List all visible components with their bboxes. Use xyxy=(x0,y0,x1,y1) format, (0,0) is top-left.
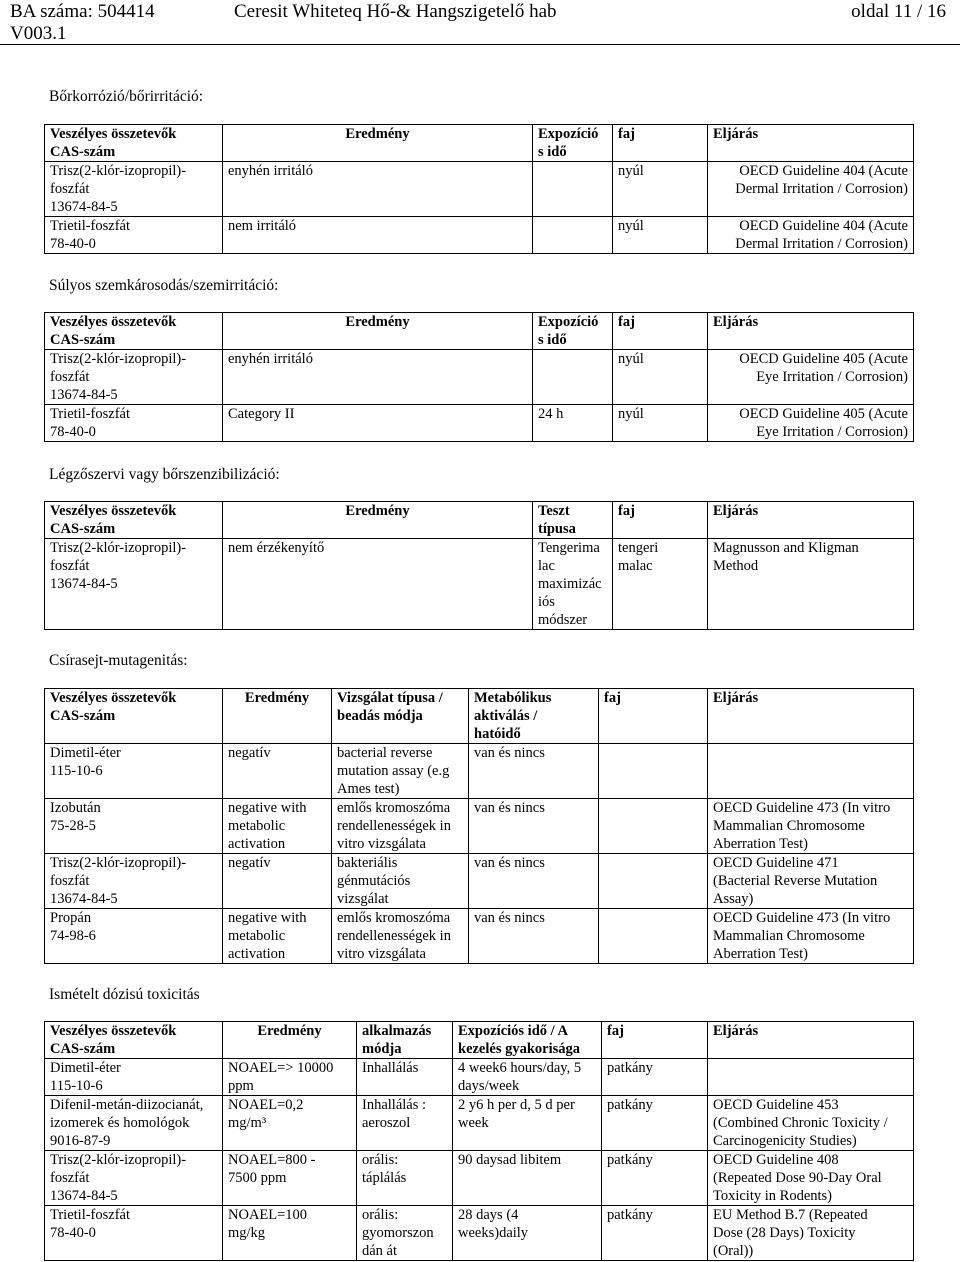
substance: Trietil-foszfát 78-40-0 xyxy=(45,1206,223,1261)
exposure: 28 days (4 weeks)daily xyxy=(453,1206,602,1261)
table-eye xyxy=(44,312,914,442)
activation: van és nincs xyxy=(469,854,599,909)
table-row xyxy=(45,350,914,405)
method xyxy=(708,744,914,799)
exposure: 2 y6 h per d, 5 d per week xyxy=(453,1096,602,1151)
header-substance: Veszélyes összetevők CAS-szám xyxy=(45,125,223,162)
result: negatív xyxy=(223,854,332,909)
exposure xyxy=(533,350,613,405)
method: OECD Guideline 405 (Acute Eye Irritation / Corrosion) xyxy=(708,405,914,442)
table-header-row xyxy=(45,1022,914,1059)
section-title-sensitization: Légzőszervi vagy bőrszenzibilizáció: xyxy=(49,466,280,483)
table-row xyxy=(45,217,914,254)
header-study: Vizsgálat típusa / beadás módja xyxy=(332,689,469,744)
activation: van és nincs xyxy=(469,744,599,799)
species: patkány xyxy=(602,1059,708,1096)
table-row xyxy=(45,909,914,964)
study-type: emlős kromoszóma rendellenességek in vitro vizsgálata xyxy=(332,799,469,854)
header-result: Eredmény xyxy=(223,502,533,539)
result: NOAEL=100 mg/kg xyxy=(223,1206,357,1261)
study-type: bacterial reverse mutation assay (e.g Ames test) xyxy=(332,744,469,799)
product-title: Ceresit Whiteteq Hő-& Hangszigetelő hab xyxy=(234,1,557,22)
header-exposure: Expozíció s idő xyxy=(533,125,613,162)
species xyxy=(599,744,708,799)
header-substance: Veszélyes összetevők CAS-szám xyxy=(45,1022,223,1059)
species: patkány xyxy=(602,1096,708,1151)
table-row xyxy=(45,1206,914,1261)
table-header-row xyxy=(45,313,914,350)
substance: Dimetil-éter 115-10-6 xyxy=(45,1059,223,1096)
table-row xyxy=(45,799,914,854)
table-row xyxy=(45,1059,914,1096)
substance: Propán 74-98-6 xyxy=(45,909,223,964)
study-type: bakteriális génmutációs vizsgálat xyxy=(332,854,469,909)
activation: van és nincs xyxy=(469,799,599,854)
header-method: Eljárás xyxy=(708,502,914,539)
header-species: faj xyxy=(613,313,708,350)
header-substance: Veszélyes összetevők CAS-szám xyxy=(45,502,223,539)
table-header-row xyxy=(45,125,914,162)
header-result: Eredmény xyxy=(223,125,533,162)
species xyxy=(599,854,708,909)
substance: Trisz(2-klór-izopropil)- foszfát 13674-84-5 xyxy=(45,539,223,630)
exposure: 4 week6 hours/day, 5 days/week xyxy=(453,1059,602,1096)
table-repeated-dose xyxy=(44,1021,914,1261)
header-exposure: Expozíció s idő xyxy=(533,313,613,350)
header-species: faj xyxy=(599,689,708,744)
method: OECD Guideline 473 (In vitro Mammalian Chromosome Aberration Test) xyxy=(708,799,914,854)
result: NOAEL=> 10000 ppm xyxy=(223,1059,357,1096)
table-header-row xyxy=(45,502,914,539)
route: orális: gyomorszon dán át xyxy=(357,1206,453,1261)
method: OECD Guideline 404 (Acute Dermal Irritation / Corrosion) xyxy=(708,217,914,254)
header-species: faj xyxy=(613,125,708,162)
result: nem irritáló xyxy=(223,217,533,254)
activation: van és nincs xyxy=(469,909,599,964)
version: V003.1 xyxy=(10,23,67,44)
result: nem érzékenyítő xyxy=(223,539,533,630)
header-activation: Metabólikus aktiválás / hatóidő xyxy=(469,689,599,744)
result: Category II xyxy=(223,405,533,442)
substance: Trisz(2-klór-izopropil)- foszfát 13674-84-5 xyxy=(45,162,223,217)
header-method: Eljárás xyxy=(708,689,914,744)
section-title-mutagenicity: Csírasejt-mutagenitás: xyxy=(49,652,188,669)
species: nyúl xyxy=(613,405,708,442)
result: negatív xyxy=(223,744,332,799)
table-mutagenicity xyxy=(44,688,914,964)
route: Inhallálás : aeroszol xyxy=(357,1096,453,1151)
header-substance: Veszélyes összetevők CAS-szám xyxy=(45,689,223,744)
substance: Trisz(2-klór-izopropil)- foszfát 13674-84-5 xyxy=(45,854,223,909)
exposure: 90 daysad libitem xyxy=(453,1151,602,1206)
section-title-repeated-dose: Ismételt dózisú toxicitás xyxy=(49,986,200,1003)
substance: Trietil-foszfát 78-40-0 xyxy=(45,217,223,254)
method: Magnusson and Kligman Method xyxy=(708,539,914,630)
result: NOAEL=800 - 7500 ppm xyxy=(223,1151,357,1206)
table-row xyxy=(45,1151,914,1206)
header-divider xyxy=(0,44,960,45)
method xyxy=(708,1059,914,1096)
table-row xyxy=(45,405,914,442)
method: OECD Guideline 404 (Acute Dermal Irritation / Corrosion) xyxy=(708,162,914,217)
species: tengeri malac xyxy=(613,539,708,630)
header-method: Eljárás xyxy=(708,1022,914,1059)
table-row xyxy=(45,854,914,909)
table-row xyxy=(45,1096,914,1151)
substance: Dimetil-éter 115-10-6 xyxy=(45,744,223,799)
result: NOAEL=0,2 mg/m³ xyxy=(223,1096,357,1151)
header-route: alkalmazás módja xyxy=(357,1022,453,1059)
result: enyhén irritáló xyxy=(223,350,533,405)
substance: Difenil-metán-diizocianát, izomerek és homológok 9016-87-9 xyxy=(45,1096,223,1151)
table-row xyxy=(45,744,914,799)
method: EU Method B.7 (Repeated Dose (28 Days) Toxicity (Oral)) xyxy=(708,1206,914,1261)
header-species: faj xyxy=(613,502,708,539)
species: nyúl xyxy=(613,350,708,405)
table-skin xyxy=(44,124,914,254)
exposure: 24 h xyxy=(533,405,613,442)
header-method: Eljárás xyxy=(708,125,914,162)
header-result: Eredmény xyxy=(223,313,533,350)
table-row xyxy=(45,539,914,630)
header-method: Eljárás xyxy=(708,313,914,350)
method: OECD Guideline 471 (Bacterial Reverse Mutation Assay) xyxy=(708,854,914,909)
result: enyhén irritáló xyxy=(223,162,533,217)
header-result: Eredmény xyxy=(223,689,332,744)
substance: Trisz(2-klór-izopropil)- foszfát 13674-84-5 xyxy=(45,350,223,405)
test-type: Tengerima lac maximizác iós módszer xyxy=(533,539,613,630)
table-sensitization xyxy=(44,501,914,630)
species xyxy=(599,909,708,964)
method: OECD Guideline 408 (Repeated Dose 90-Day Oral Toxicity in Rodents) xyxy=(708,1151,914,1206)
species: patkány xyxy=(602,1151,708,1206)
table-header-row xyxy=(45,689,914,744)
result: negative with metabolic activation xyxy=(223,909,332,964)
header-result: Eredmény xyxy=(223,1022,357,1059)
species xyxy=(599,799,708,854)
exposure xyxy=(533,217,613,254)
header-exposure: Expozíciós idő / A kezelés gyakorisága xyxy=(453,1022,602,1059)
substance: Trietil-foszfát 78-40-0 xyxy=(45,405,223,442)
route: orális: táplálás xyxy=(357,1151,453,1206)
method: OECD Guideline 405 (Acute Eye Irritation / Corrosion) xyxy=(708,350,914,405)
species: nyúl xyxy=(613,162,708,217)
species: patkány xyxy=(602,1206,708,1261)
header-test: Teszt típusa xyxy=(533,502,613,539)
table-row xyxy=(45,162,914,217)
substance: Trisz(2-klór-izopropil)- foszfát 13674-84-5 xyxy=(45,1151,223,1206)
exposure xyxy=(533,162,613,217)
header-species: faj xyxy=(602,1022,708,1059)
route: Inhallálás xyxy=(357,1059,453,1096)
section-title-skin: Bőrkorrózió/bőrirritáció: xyxy=(49,88,204,105)
page-number: oldal 11 / 16 xyxy=(851,1,946,22)
method: OECD Guideline 453 (Combined Chronic Toxicity / Carcinogenicity Studies) xyxy=(708,1096,914,1151)
ba-number: BA száma: 504414 xyxy=(10,1,155,22)
section-title-eye: Súlyos szemkárosodás/szemirritáció: xyxy=(49,277,279,294)
species: nyúl xyxy=(613,217,708,254)
result: negative with metabolic activation xyxy=(223,799,332,854)
study-type: emlős kromoszóma rendellenességek in vitro vizsgálata xyxy=(332,909,469,964)
page-header xyxy=(0,0,960,46)
header-substance: Veszélyes összetevők CAS-szám xyxy=(45,313,223,350)
method: OECD Guideline 473 (In vitro Mammalian Chromosome Aberration Test) xyxy=(708,909,914,964)
substance: Izobután 75-28-5 xyxy=(45,799,223,854)
